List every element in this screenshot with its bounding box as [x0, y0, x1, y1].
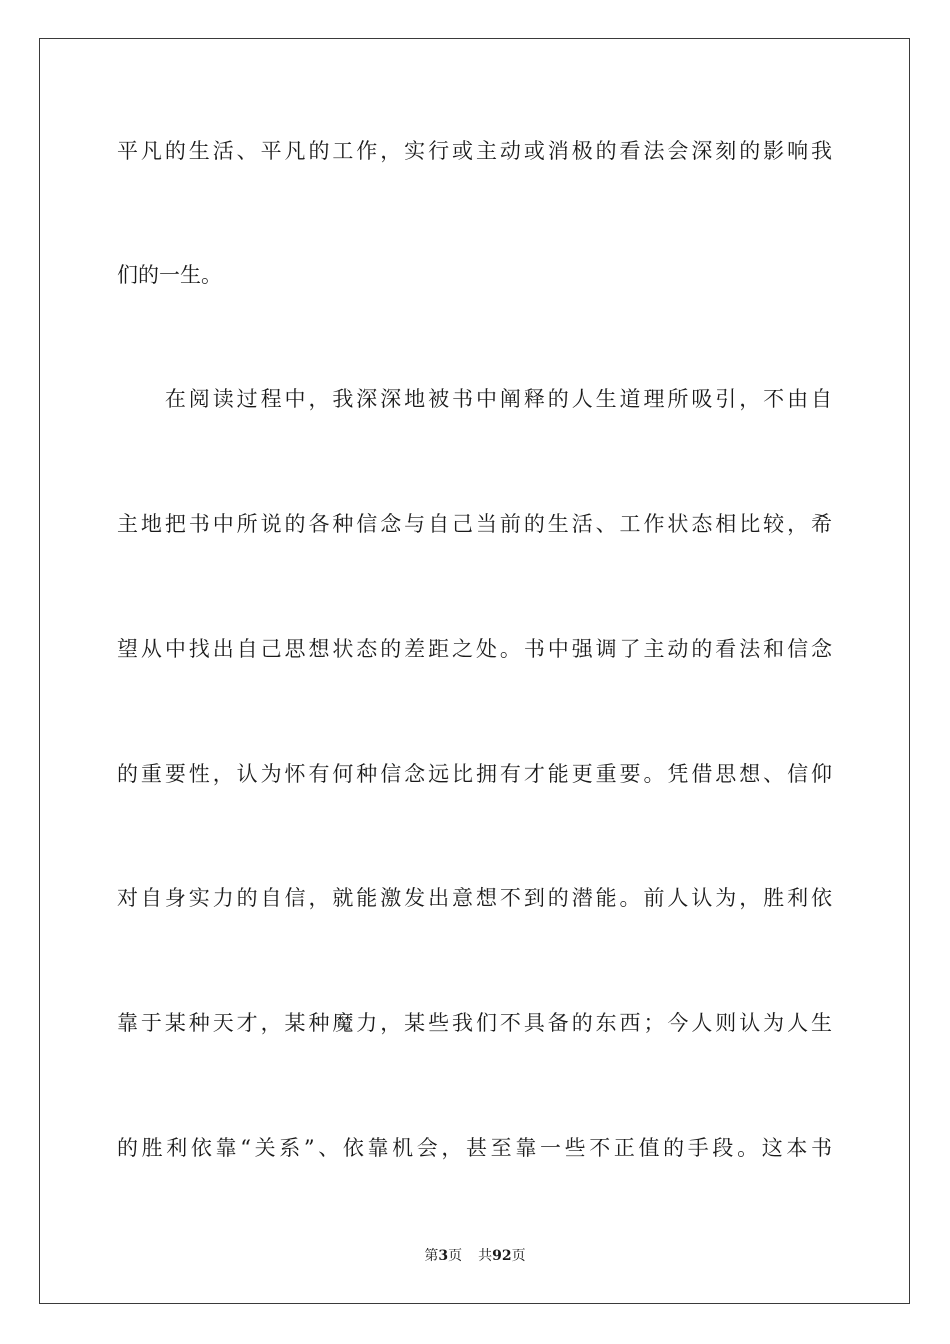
- total-suffix: 页: [511, 1248, 526, 1264]
- text-line-3: 在阅读过程中，我深深地被书中阐释的人生道理所吸引，不由自: [117, 387, 832, 411]
- text-line-8: 靠于某种天才，某种魔力，某些我们不具备的东西；今人则认为人生: [117, 1011, 832, 1035]
- page-number: 3: [438, 1248, 449, 1264]
- text-line-7: 对自身实力的自信，就能激发出意想不到的潜能。前人认为，胜利依: [117, 886, 832, 910]
- text-line-1: 平凡的生活、平凡的工作，实行或主动或消极的看法会深刻的影响我: [117, 139, 832, 163]
- page-suffix: 页: [448, 1248, 463, 1264]
- text-line-9: 的胜利依靠“关系”、依靠机会，甚至靠一些不正值的手段。这本书: [117, 1136, 832, 1160]
- total-prefix: 共: [478, 1248, 493, 1264]
- page-prefix: 第: [424, 1248, 439, 1264]
- text-line-6: 的重要性，认为怀有何种信念远比拥有才能更重要。凭借思想、信仰: [117, 762, 832, 786]
- text-line-2: 们的一生。: [117, 263, 222, 287]
- text-line-5: 望从中找出自己思想状态的差距之处。书中强调了主动的看法和信念: [117, 637, 832, 661]
- total-pages: 92: [492, 1248, 512, 1264]
- page-footer: [0, 1246, 950, 1266]
- text-line-4: 主地把书中所说的各种信念与自己当前的生活、工作状态相比较，希: [117, 512, 832, 536]
- page-border: [39, 38, 910, 1304]
